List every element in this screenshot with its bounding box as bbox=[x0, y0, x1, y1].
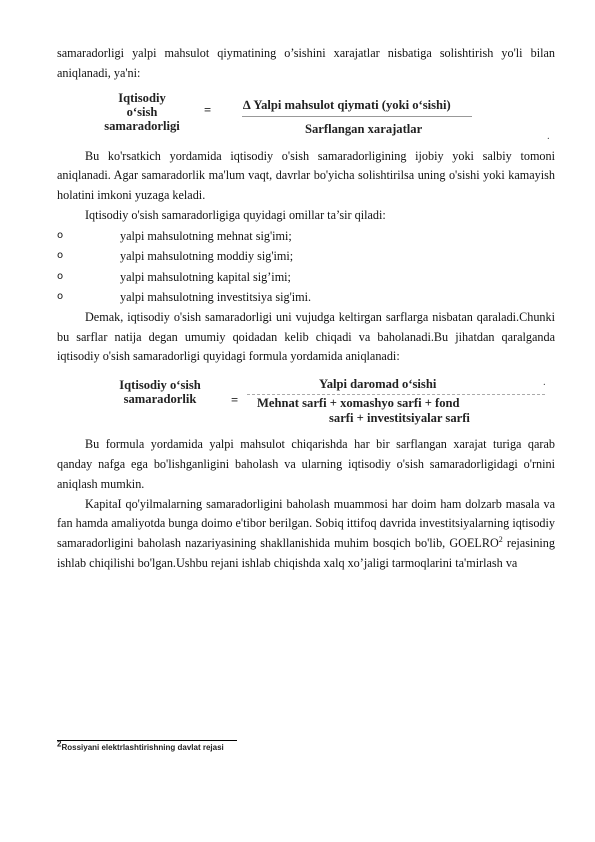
formula-efficiency-costs bbox=[57, 373, 555, 435]
formula1-equals: = bbox=[204, 102, 212, 117]
formula1-trail: . bbox=[547, 129, 550, 142]
formula1-lhs-line2: o‘sish bbox=[126, 104, 158, 119]
list-item bbox=[57, 226, 555, 247]
formula2-denominator-line1: Mehnat sarfi + xomashyo sarfi + fond bbox=[257, 396, 460, 411]
list-item-text: yalpi mahsulotning moddiy sig'imi; bbox=[120, 249, 294, 264]
paragraph-capital-text-before: KapitaI qo'yilmalarning samaradorligini baholash muammosi har doim ham dolzarb masala va fan hamda amaliyotda bunga doimo e'tibor berilgan. Sobiq ittifoq davrida investitsiyalarning iqtisodiy samaradorligini baholash nazariyasining shakllanishida muhim bosqich bo'lib, GOELRO bbox=[57, 496, 555, 551]
intro-paragraph: samaradorligi yalpi mahsulot qiymatining o’sishini xarajatlar nisbatiga solishtirish yo'li bilan aniqlanadi, ya'ni: bbox=[57, 46, 555, 80]
formula1-lhs-line3: samaradorligi bbox=[104, 118, 180, 133]
footnote-mark: 2 bbox=[57, 739, 62, 749]
paragraph-formula-usage: Bu formula yordamida yalpi mahsulot chiqarishda har bir sarflangan xarajat turiga qarab qanday nafga ega bo'lishganligini baholash va ularning iqtisodiy o'sish samaradorligidagi o'rnini aniqlash mumkin. bbox=[57, 437, 555, 491]
list-item bbox=[57, 287, 555, 308]
footnote-separator bbox=[57, 740, 237, 741]
formula2-equals: = bbox=[231, 393, 239, 408]
bullet-icon: o bbox=[57, 270, 64, 282]
paragraph-capital-text-after: rejasining ishlab chiqilishi bo'lgan.Ushbu rejani ishlab chiqishda xalq xo’jaligi tarmoqlarini ta'mirlash va bbox=[57, 536, 555, 570]
formula1-lhs-line1: Iqtisodiy bbox=[118, 90, 166, 105]
list-item-text: yalpi mahsulotning mehnat sig'imi; bbox=[120, 228, 292, 243]
list-item-text: yalpi mahsulotning kapital sig’imi; bbox=[120, 269, 291, 284]
factor-list bbox=[57, 226, 555, 308]
paragraph-indicator: Bu ko'rsatkich yordamida iqtisodiy o'sish samaradorligining ijobiy yoki salbiy tomoni aniqlanadi. Agar samaradorlik ma'lum vaqt, davrlar bo'yicha solishtirilsa uning o'sishi yoki kamayish holatini imkoni yuzaga keladi. bbox=[57, 148, 555, 203]
formula1-fraction-bar bbox=[242, 116, 472, 117]
footnote bbox=[57, 739, 224, 752]
formula2-fraction-bar bbox=[247, 394, 545, 395]
paragraph-efficiency-costs: Demak, iqtisodiy o'sish samaradorligi uni vujudga keltirgan sarflarga nisbatan qaraladi.Chunki bu sarflar natija degan umumiy qoidadan kelib chiqadi va baholanadi.Bu jihatdan qaralganda iqtisodiy o'sish samaradorligi quyidagi formula yordamida aniqlanadi: bbox=[57, 309, 555, 364]
formula1-denominator: Sarflangan xarajatlar bbox=[305, 121, 423, 136]
footnote-text: Rossiyani elektrlashtirishning davlat rejasi bbox=[61, 743, 224, 752]
formula2-lhs bbox=[85, 378, 235, 406]
formula1-numerator: ∆ Yalpi mahsulot qiymati (yoki o‘sishi) bbox=[243, 97, 451, 112]
list-item bbox=[57, 267, 555, 288]
list-intro: Iqtisodiy o'sish samaradorligiga quyidagi omillar ta’sir qiladi: bbox=[85, 207, 386, 222]
formula-growth-efficiency bbox=[57, 89, 555, 147]
bullet-icon: o bbox=[57, 250, 64, 262]
formula2-lhs-line2: samaradorlik bbox=[123, 392, 197, 407]
paragraph-capital-investment bbox=[57, 495, 555, 574]
footnote-reference[interactable]: 2 bbox=[498, 535, 503, 545]
formula1-lhs bbox=[87, 91, 197, 133]
formula2-lhs-line1: Iqtisodiy o‘sish bbox=[119, 378, 201, 393]
bullet-icon: o bbox=[57, 229, 64, 241]
bullet-icon: o bbox=[57, 291, 64, 303]
formula2-trail: . bbox=[543, 376, 546, 389]
document-page bbox=[57, 44, 555, 574]
formula2-numerator: Yalpi daromad o‘sishi bbox=[319, 377, 437, 392]
list-item bbox=[57, 246, 555, 267]
formula2-denominator-line2: sarfi + investitsiyalar sarfi bbox=[329, 411, 470, 426]
list-item-text: yalpi mahsulotning investitsiya sig'imi. bbox=[120, 290, 312, 305]
